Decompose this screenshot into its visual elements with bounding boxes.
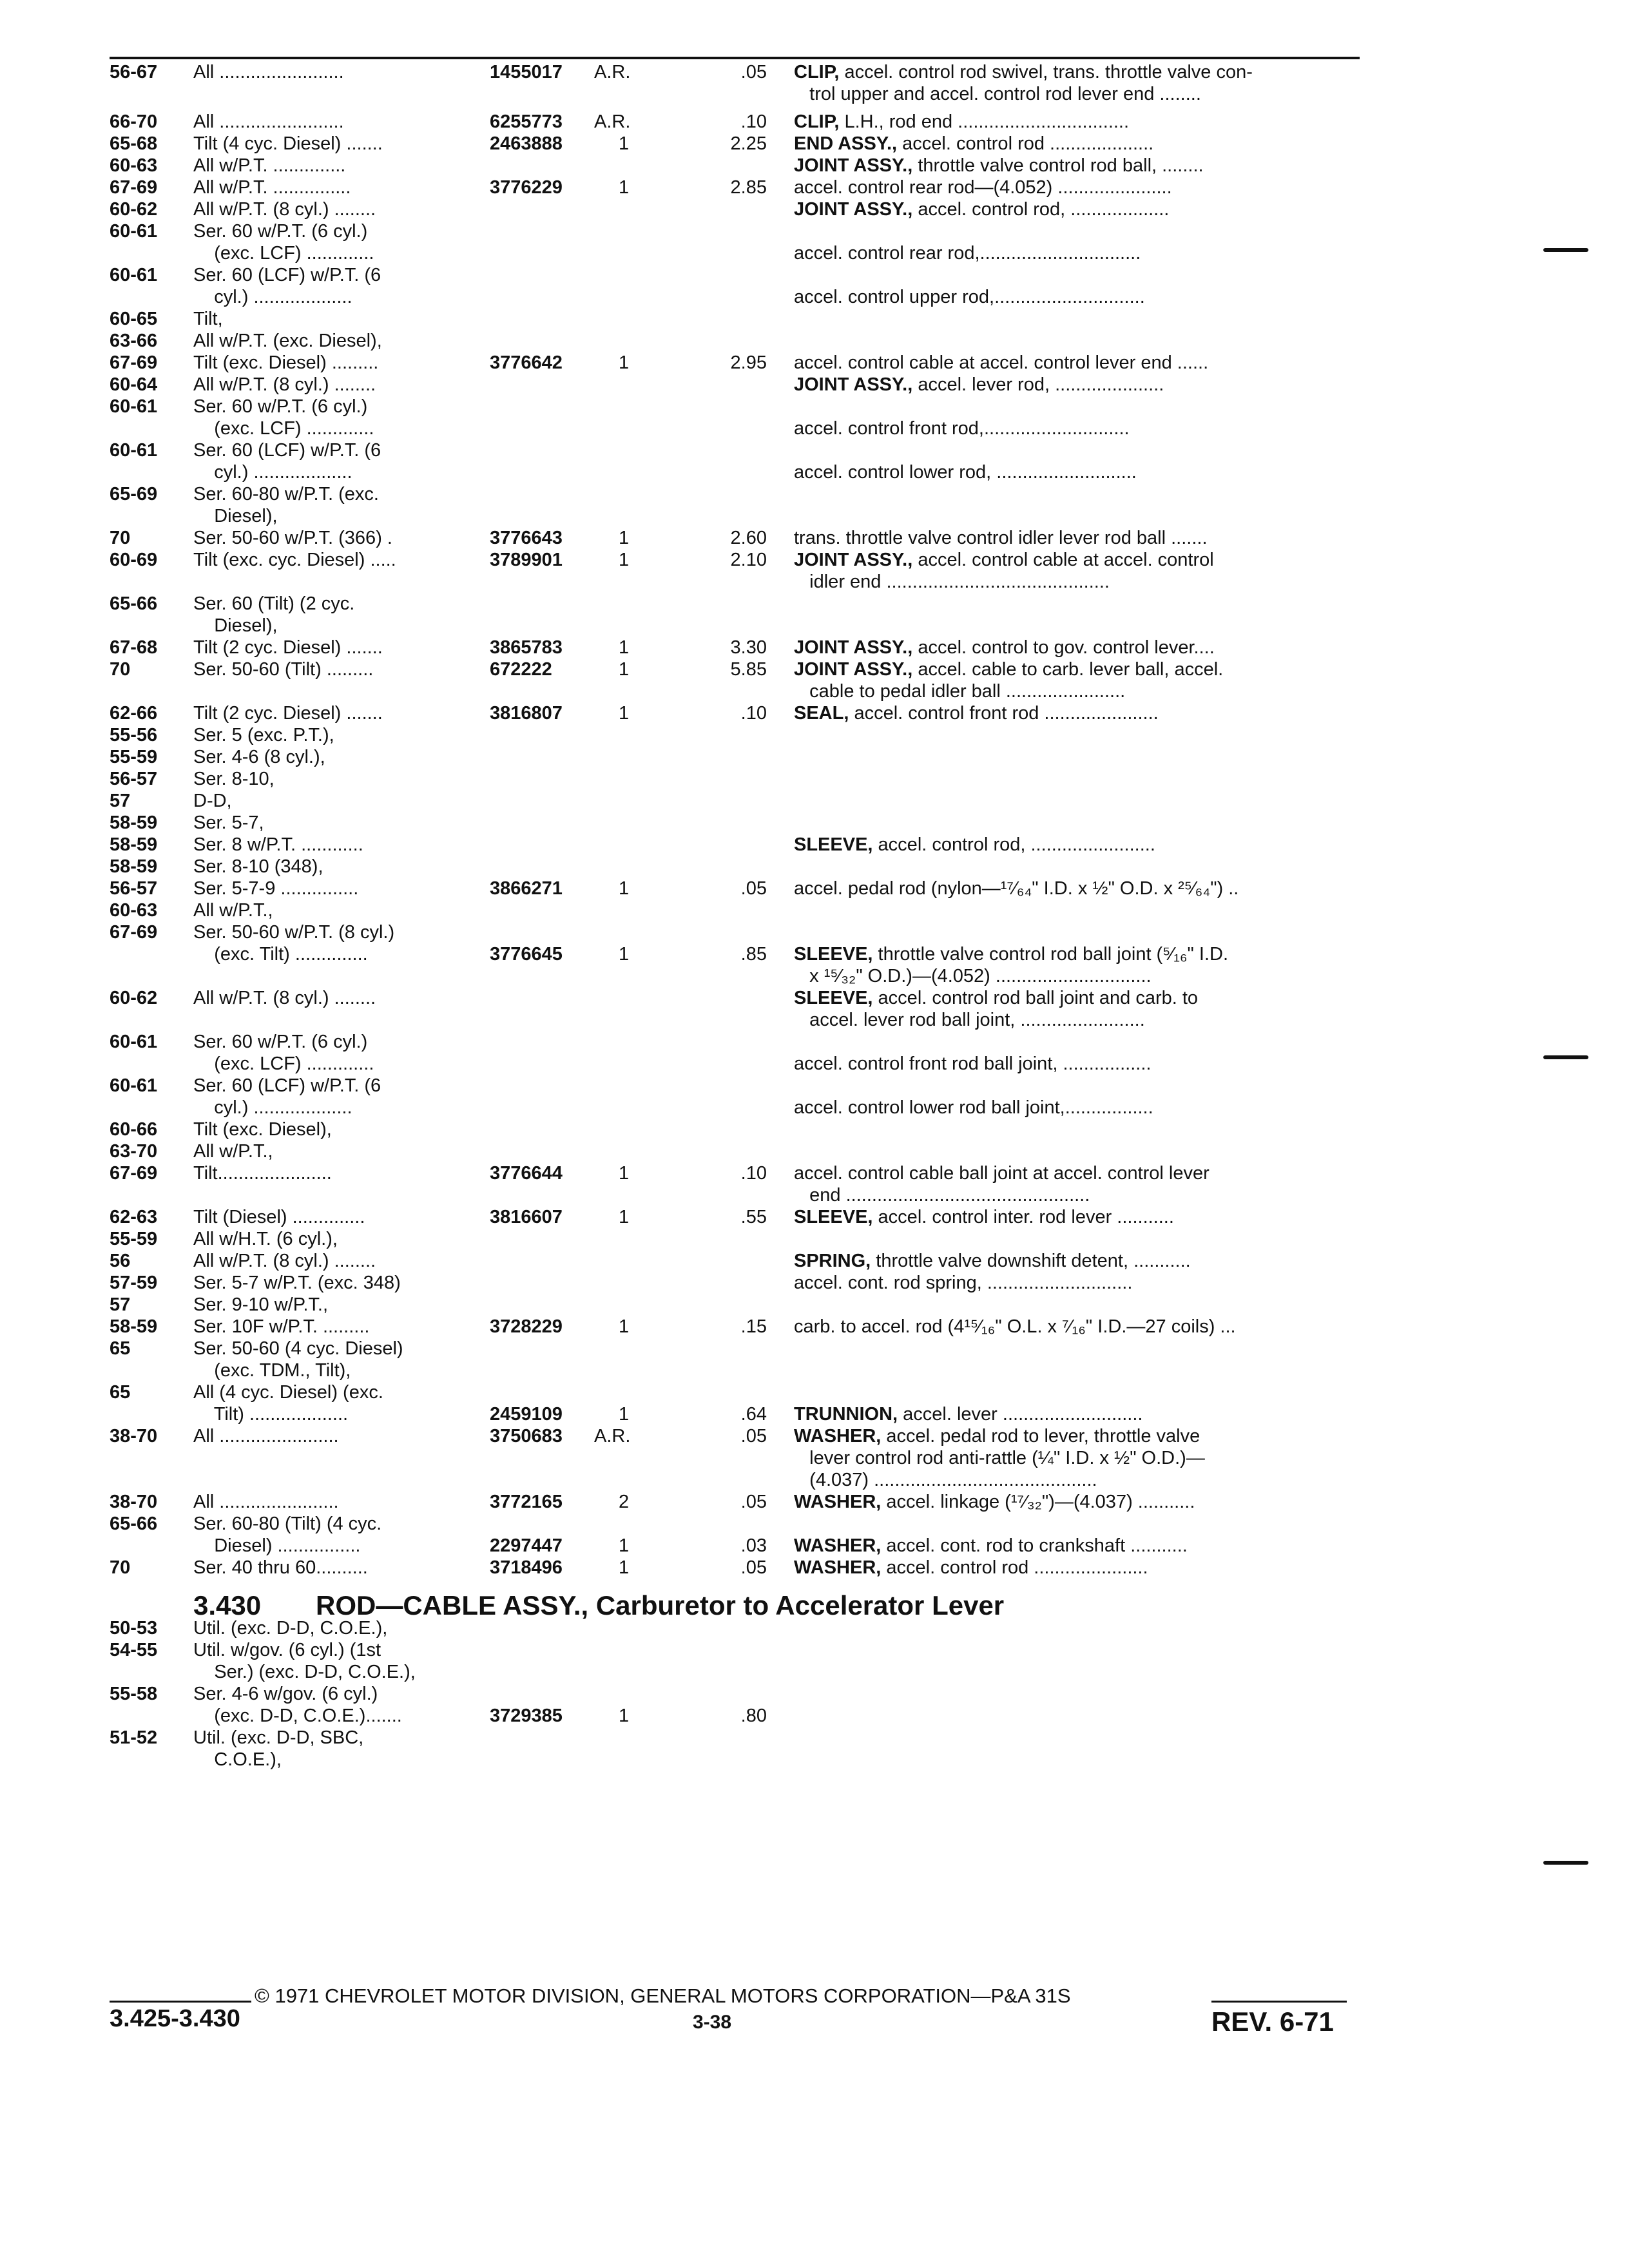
quantity: 1 <box>619 550 630 570</box>
application: All w/P.T. (8 cyl.) ........ <box>193 374 376 395</box>
model-years: 67-69 <box>110 177 158 198</box>
model-years: 65 <box>110 1382 131 1403</box>
model-years: 58-59 <box>110 856 158 877</box>
model-years: 60-64 <box>110 374 158 395</box>
application: All ....................... <box>193 1492 339 1512</box>
application: Util. w/gov. (6 cyl.) (1st <box>193 1640 381 1660</box>
application: C.O.E.), <box>193 1749 282 1770</box>
model-years: 63-70 <box>110 1141 158 1162</box>
model-years: 57-59 <box>110 1273 158 1293</box>
part-number: 3776229 <box>490 177 563 198</box>
model-years: 56-57 <box>110 769 158 789</box>
application: Diesel) ................ <box>193 1535 361 1556</box>
part-number: 3816607 <box>490 1207 563 1227</box>
description-text: accel. pedal rod to lever, throttle valve <box>881 1426 1200 1446</box>
quantity: 2 <box>619 1492 630 1512</box>
application: Ser. 5-7, <box>193 812 264 833</box>
price: .85 <box>740 944 767 965</box>
description <box>794 1491 1195 1513</box>
description-text: accel. control rod ...................... <box>881 1557 1148 1578</box>
model-years: 60-61 <box>110 265 158 285</box>
application: Ser. 50-60 (4 cyc. Diesel) <box>193 1338 403 1359</box>
part-name: END ASSY., <box>794 133 898 154</box>
model-years: 62-63 <box>110 1207 158 1227</box>
price: .05 <box>740 62 767 82</box>
description-text: accel. control rod, ................... <box>912 199 1170 220</box>
model-years: 62-66 <box>110 703 158 724</box>
model-years: 58-59 <box>110 1316 158 1337</box>
part-name: WASHER, <box>794 1535 882 1556</box>
application: All (4 cyc. Diesel) (exc. <box>193 1382 383 1403</box>
part-name: WASHER, <box>794 1557 882 1578</box>
quantity: 1 <box>619 1316 630 1337</box>
price: .05 <box>740 1492 767 1512</box>
part-name: JOINT ASSY., <box>794 199 913 220</box>
model-years: 60-63 <box>110 900 158 921</box>
quantity: 1 <box>619 944 630 965</box>
description <box>794 680 1125 702</box>
description <box>794 1425 1200 1447</box>
model-years: 70 <box>110 659 131 680</box>
application: Ser. 60 (LCF) w/P.T. (6 <box>193 440 381 461</box>
application: All ........................ <box>193 62 344 82</box>
model-years: 60-62 <box>110 988 158 1008</box>
application: Tilt, <box>193 309 223 329</box>
description <box>794 1250 1191 1272</box>
part-number: 3772165 <box>490 1492 563 1512</box>
application: Ser. 60 (LCF) w/P.T. (6 <box>193 1075 381 1096</box>
model-years: 60-63 <box>110 155 158 176</box>
model-years: 58-59 <box>110 834 158 855</box>
application: Tilt (exc. cyc. Diesel) ..... <box>193 550 396 570</box>
model-years: 60-69 <box>110 550 158 570</box>
application: Tilt (4 cyc. Diesel) ....... <box>193 133 383 154</box>
application: Ser. 60 (LCF) w/P.T. (6 <box>193 265 381 285</box>
price: .10 <box>740 111 767 132</box>
description-text: accel. cont. rod to crankshaft ........... <box>881 1535 1188 1556</box>
footer-page-number: 3-38 <box>693 2012 732 2033</box>
description-text: accel. control rod .................... <box>897 133 1154 154</box>
application: Ser. 8-10 (348), <box>193 856 323 877</box>
part-name: CLIP, <box>794 111 840 132</box>
description-text: accel. control front rod ...................... <box>849 703 1159 724</box>
binder-mark <box>1543 1861 1588 1865</box>
model-years: 65-68 <box>110 133 158 154</box>
application: All w/P.T., <box>193 900 273 921</box>
quantity: A.R. <box>594 62 631 82</box>
price: 2.25 <box>730 133 767 154</box>
model-years: 67-69 <box>110 922 158 943</box>
model-years: 70 <box>110 528 131 548</box>
model-years: 60-65 <box>110 309 158 329</box>
application: Ser. 9-10 w/P.T., <box>193 1294 329 1315</box>
model-years: 65-69 <box>110 484 158 505</box>
description-text: accel. cable to carb. lever ball, accel. <box>912 659 1224 680</box>
application: All ....................... <box>193 1426 339 1446</box>
model-years: 60-61 <box>110 1032 158 1052</box>
part-number: 3865783 <box>490 637 563 658</box>
application: Ser. 8-10, <box>193 769 275 789</box>
model-years: 55-56 <box>110 725 158 745</box>
description-text: idler end ........................................... <box>794 572 1110 592</box>
part-name: WASHER, <box>794 1426 882 1446</box>
model-years: 57 <box>110 1294 131 1315</box>
description <box>794 965 1152 987</box>
footer-revision: REV. 6-71 <box>1211 2006 1334 2037</box>
part-name: SLEEVE, <box>794 1207 873 1227</box>
description-text: accel. control to gov. control lever.... <box>912 637 1215 658</box>
application: Tilt (Diesel) .............. <box>193 1207 365 1227</box>
description-text: accel. lever ........................... <box>898 1404 1143 1425</box>
model-years: 60-61 <box>110 396 158 417</box>
description <box>794 1009 1145 1031</box>
description <box>794 943 1228 965</box>
binder-mark <box>1543 248 1588 252</box>
price: 2.85 <box>730 177 767 198</box>
model-years: 56-67 <box>110 62 158 82</box>
part-number: 3776645 <box>490 944 563 965</box>
part-name: SLEEVE, <box>794 834 873 855</box>
application: Ser. 50-60 (Tilt) ......... <box>193 659 374 680</box>
description <box>794 155 1204 177</box>
part-number: 3866271 <box>490 878 563 899</box>
description-text: accel. lever rod, ..................... <box>912 374 1164 395</box>
application: Tilt (2 cyc. Diesel) ....... <box>193 703 383 724</box>
part-number: 3729385 <box>490 1706 563 1726</box>
section-number: 3.430 <box>193 1590 262 1620</box>
part-name: SEAL, <box>794 703 849 724</box>
description-text: accel. control cable ball joint at accel. control lever <box>794 1163 1210 1184</box>
model-years: 65-66 <box>110 1514 158 1534</box>
description <box>794 1316 1236 1338</box>
footer-copyright: © 1971 CHEVROLET MOTOR DIVISION, GENERAL MOTORS CORPORATION—P&A 31S <box>255 1984 1071 2007</box>
part-number: 1455017 <box>490 62 563 82</box>
application: cyl.) ................... <box>193 287 352 307</box>
model-years: 38-70 <box>110 1426 158 1446</box>
model-years: 60-61 <box>110 221 158 242</box>
application: Ser. 50-60 w/P.T. (8 cyl.) <box>193 922 395 943</box>
part-number: 3776643 <box>490 528 563 548</box>
footer-rule-right <box>1211 2001 1347 2003</box>
part-name: JOINT ASSY., <box>794 374 913 395</box>
description <box>794 1447 1205 1469</box>
description-text: accel. control lower rod, ........................... <box>794 462 1137 483</box>
description <box>794 571 1110 593</box>
application: All w/P.T. (8 cyl.) ........ <box>193 1251 376 1271</box>
description <box>794 1272 1132 1294</box>
description-text: x ¹⁵⁄₃₂" O.D.)—(4.052) .............................. <box>794 966 1152 986</box>
model-years: 65 <box>110 1338 131 1359</box>
application: Ser. 4-6 (8 cyl.), <box>193 747 325 767</box>
price: .64 <box>740 1404 767 1425</box>
application: Ser. 60 w/P.T. (6 cyl.) <box>193 1032 368 1052</box>
description-text: accel. control rod, ........................ <box>872 834 1155 855</box>
quantity: 1 <box>619 133 630 154</box>
part-number: 3776642 <box>490 352 563 373</box>
application: Ser. 5-7 w/P.T. (exc. 348) <box>193 1273 401 1293</box>
price: 2.60 <box>730 528 767 548</box>
model-years: 54-55 <box>110 1640 158 1660</box>
description <box>794 83 1201 105</box>
model-years: 60-61 <box>110 440 158 461</box>
application: cyl.) ................... <box>193 1097 352 1118</box>
application: Tilt...................... <box>193 1163 332 1184</box>
application: Tilt) ................... <box>193 1404 349 1425</box>
description-text: trans. throttle valve control idler lever rod ball ....... <box>794 528 1208 548</box>
description-text: accel. control cable at accel. control lever end ...... <box>794 352 1209 373</box>
description-text: lever control rod anti-rattle (¼" I.D. x ½" O.D.)— <box>794 1448 1205 1468</box>
quantity: 1 <box>619 352 630 373</box>
application: Diesel), <box>193 615 278 636</box>
description <box>794 1053 1151 1075</box>
model-years: 60-62 <box>110 199 158 220</box>
description-text: accel. control inter. rod lever ........... <box>872 1207 1174 1227</box>
part-number: 672222 <box>490 659 552 680</box>
model-years: 55-59 <box>110 747 158 767</box>
description <box>794 242 1141 264</box>
quantity: 1 <box>619 1404 630 1425</box>
description <box>794 286 1145 308</box>
part-name: CLIP, <box>794 62 840 82</box>
application: All w/P.T. (exc. Diesel), <box>193 331 382 351</box>
description <box>794 418 1130 439</box>
description-text: accel. control rod ball joint and carb. to <box>872 988 1199 1008</box>
price: .05 <box>740 1426 767 1446</box>
part-name: SLEEVE, <box>794 988 873 1008</box>
application: (exc. LCF) ............. <box>193 1053 374 1074</box>
part-number: 3816807 <box>490 703 563 724</box>
part-name: JOINT ASSY., <box>794 637 913 658</box>
application: Ser. 10F w/P.T. ......... <box>193 1316 370 1337</box>
application: D-D, <box>193 791 232 811</box>
description <box>794 352 1208 374</box>
price: .05 <box>740 878 767 899</box>
description-text: accel. control lower rod ball joint,................. <box>794 1097 1153 1118</box>
model-years: 67-69 <box>110 1163 158 1184</box>
application: Util. (exc. D-D, C.O.E.), <box>193 1618 388 1639</box>
application: Ser. 5-7-9 ............... <box>193 878 359 899</box>
application: (exc. TDM., Tilt), <box>193 1360 351 1381</box>
quantity: 1 <box>619 637 630 658</box>
price: .55 <box>740 1207 767 1227</box>
quantity: 1 <box>619 878 630 899</box>
quantity: A.R. <box>594 1426 631 1446</box>
model-years: 58-59 <box>110 812 158 833</box>
model-years: 63-66 <box>110 331 158 351</box>
quantity: 1 <box>619 659 630 680</box>
application: All w/H.T. (6 cyl.), <box>193 1229 338 1249</box>
description <box>794 1162 1210 1184</box>
description-text: throttle valve control rod ball, ........ <box>912 155 1204 176</box>
description <box>794 527 1208 549</box>
description-text: end ............................................... <box>794 1185 1090 1206</box>
price: 2.10 <box>730 550 767 570</box>
model-years: 66-70 <box>110 111 158 132</box>
footer-rule-left <box>110 2001 251 2003</box>
application: All w/P.T. ............... <box>193 177 351 198</box>
description-text: accel. control rear rod,............................... <box>794 243 1141 264</box>
description <box>794 177 1172 198</box>
top-rule <box>110 57 1360 59</box>
application: (exc. LCF) ............. <box>193 418 374 439</box>
description-text: accel. control cable at accel. control <box>912 550 1214 570</box>
quantity: 1 <box>619 1706 630 1726</box>
application: Ser. 60-80 (Tilt) (4 cyc. <box>193 1514 382 1534</box>
application: Ser. 60 w/P.T. (6 cyl.) <box>193 221 368 242</box>
description <box>794 1097 1153 1119</box>
model-years: 67-69 <box>110 352 158 373</box>
quantity: 1 <box>619 1163 630 1184</box>
description <box>794 1469 1097 1491</box>
quantity: 1 <box>619 703 630 724</box>
part-name: SLEEVE, <box>794 944 873 965</box>
application: All w/P.T., <box>193 1141 273 1162</box>
price: 5.85 <box>730 659 767 680</box>
description <box>794 549 1214 571</box>
application: Ser. 60 w/P.T. (6 cyl.) <box>193 396 368 417</box>
part-name: SPRING, <box>794 1251 871 1271</box>
description-text: throttle valve control rod ball joint (⁵⁄₁₆" I.D. <box>872 944 1229 965</box>
description <box>794 111 1129 133</box>
price: 2.95 <box>730 352 767 373</box>
price: 3.30 <box>730 637 767 658</box>
description <box>794 1535 1188 1557</box>
model-years: 65-66 <box>110 593 158 614</box>
description <box>794 878 1239 899</box>
application: Ser. 8 w/P.T. ............ <box>193 834 363 855</box>
description <box>794 1206 1174 1228</box>
model-years: 56 <box>110 1251 131 1271</box>
part-number: 6255773 <box>490 111 563 132</box>
model-years: 70 <box>110 1557 131 1578</box>
application: Ser. 40 thru 60.......... <box>193 1557 368 1578</box>
quantity: 1 <box>619 177 630 198</box>
application: Diesel), <box>193 506 278 526</box>
description-text: cable to pedal idler ball ....................... <box>794 681 1126 702</box>
application: All w/P.T. (8 cyl.) ........ <box>193 199 376 220</box>
price: .05 <box>740 1557 767 1578</box>
description <box>794 374 1164 396</box>
binder-mark <box>1543 1055 1588 1059</box>
application: All w/P.T. (8 cyl.) ........ <box>193 988 376 1008</box>
model-years: 60-61 <box>110 1075 158 1096</box>
description <box>794 133 1153 155</box>
part-number: 2463888 <box>490 133 563 154</box>
part-name: JOINT ASSY., <box>794 155 913 176</box>
application: Util. (exc. D-D, SBC, <box>193 1727 364 1748</box>
part-name: TRUNNION, <box>794 1404 898 1425</box>
description <box>794 1184 1090 1206</box>
part-number: 3776644 <box>490 1163 563 1184</box>
application: All ........................ <box>193 111 344 132</box>
description <box>794 1403 1142 1425</box>
application: Tilt (exc. Diesel) ......... <box>193 352 379 373</box>
description-text: accel. control front rod,............................ <box>794 418 1130 439</box>
description <box>794 658 1223 680</box>
model-years: 55-58 <box>110 1684 158 1704</box>
section-title: ROD—CABLE ASSY., Carburetor to Accelerator Lever <box>316 1590 1005 1620</box>
description-text: accel. lever rod ball joint, ........................ <box>794 1010 1145 1030</box>
quantity: A.R. <box>594 111 631 132</box>
description <box>794 637 1215 658</box>
footer-section-range: 3.425-3.430 <box>110 2005 240 2032</box>
description <box>794 834 1155 856</box>
description <box>794 198 1169 220</box>
description-text: accel. cont. rod spring, ............................ <box>794 1273 1133 1293</box>
quantity: 1 <box>619 528 630 548</box>
quantity: 1 <box>619 1207 630 1227</box>
application: Tilt (2 cyc. Diesel) ....... <box>193 637 383 658</box>
price: .10 <box>740 703 767 724</box>
description <box>794 987 1198 1009</box>
description <box>794 461 1137 483</box>
description-text: accel. control front rod ball joint, ................. <box>794 1053 1152 1074</box>
description-text: throttle valve downshift detent, ........... <box>871 1251 1191 1271</box>
part-number: 2297447 <box>490 1535 563 1556</box>
description-text: trol upper and accel. control rod lever end ........ <box>794 84 1201 104</box>
description-text: accel. control rear rod—(4.052) ...................... <box>794 177 1172 198</box>
model-years: 60-66 <box>110 1119 158 1140</box>
model-years: 57 <box>110 791 131 811</box>
description-text: accel. linkage (¹⁷⁄₃₂")—(4.037) ........... <box>881 1492 1195 1512</box>
quantity: 1 <box>619 1535 630 1556</box>
application: Ser. 50-60 w/P.T. (366) . <box>193 528 392 548</box>
description-text: carb. to accel. rod (4¹⁵⁄₁₆" O.L. x ⁷⁄₁₆" I.D.—27 coils) ... <box>794 1316 1236 1337</box>
description <box>794 1557 1148 1579</box>
description <box>794 702 1159 724</box>
part-number: 2459109 <box>490 1404 563 1425</box>
application: Tilt (exc. Diesel), <box>193 1119 332 1140</box>
price: .03 <box>740 1535 767 1556</box>
application: Ser. 4-6 w/gov. (6 cyl.) <box>193 1684 378 1704</box>
application: (exc. D-D, C.O.E.)....... <box>193 1706 402 1726</box>
model-years: 55-59 <box>110 1229 158 1249</box>
description-text: accel. pedal rod (nylon—¹⁷⁄₆₄" I.D. x ½" O.D. x ²⁵⁄₆₄") .. <box>794 878 1239 899</box>
price: .10 <box>740 1163 767 1184</box>
part-number: 3789901 <box>490 550 563 570</box>
model-years: 38-70 <box>110 1492 158 1512</box>
quantity: 1 <box>619 1557 630 1578</box>
model-years: 56-57 <box>110 878 158 899</box>
description-text: accel. control rod swivel, trans. throttle valve con- <box>839 62 1253 82</box>
part-name: JOINT ASSY., <box>794 659 913 680</box>
price: .80 <box>740 1706 767 1726</box>
application: (exc. LCF) ............. <box>193 243 374 264</box>
description <box>794 61 1253 83</box>
part-number: 3750683 <box>490 1426 563 1446</box>
description-text: accel. control upper rod,............................. <box>794 287 1145 307</box>
part-name: JOINT ASSY., <box>794 550 913 570</box>
description-text: L.H., rod end ................................. <box>839 111 1130 132</box>
application: Ser. 60-80 w/P.T. (exc. <box>193 484 379 505</box>
model-years: 51-52 <box>110 1727 158 1748</box>
application: cyl.) ................... <box>193 462 352 483</box>
model-years: 67-68 <box>110 637 158 658</box>
model-years: 50-53 <box>110 1618 158 1639</box>
application: Ser. 5 (exc. P.T.), <box>193 725 334 745</box>
application: Ser.) (exc. D-D, C.O.E.), <box>193 1662 416 1682</box>
part-name: WASHER, <box>794 1492 882 1512</box>
price: .15 <box>740 1316 767 1337</box>
application: (exc. Tilt) .............. <box>193 944 368 965</box>
description-text: (4.037) ........................................... <box>794 1470 1097 1490</box>
part-number: 3718496 <box>490 1557 563 1578</box>
part-number: 3728229 <box>490 1316 563 1337</box>
application: Ser. 60 (Tilt) (2 cyc. <box>193 593 355 614</box>
application: All w/P.T. .............. <box>193 155 346 176</box>
